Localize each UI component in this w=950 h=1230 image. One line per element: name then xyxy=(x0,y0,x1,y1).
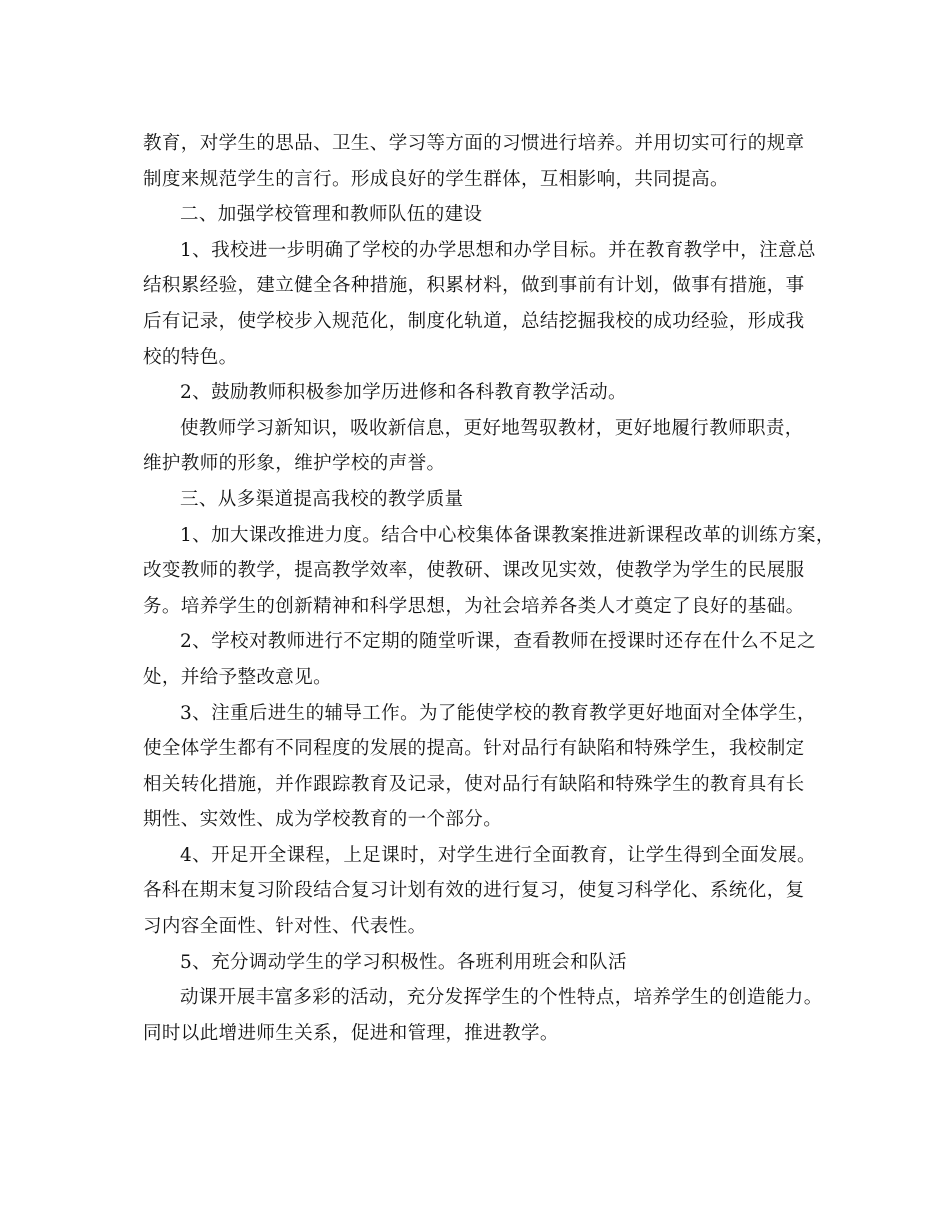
text-line: 5、充分调动学生的学习积极性。各班利用班会和队活 xyxy=(180,951,627,973)
text-line: 1、加大课改推进力度。结合中心校集体备课教案推进新课程改革的训练方案， xyxy=(180,524,835,546)
text-line: 处，并给予整改意见。 xyxy=(143,666,333,688)
text-line: 务。培养学生的创新精神和科学思想，为社会培养各类人才奠定了良好的基础。 xyxy=(143,595,805,617)
text-line: 结积累经验，建立健全各种措施，积累材料，做到事前有计划，做事有措施，事 xyxy=(143,275,805,297)
text-line: 期性、实效性、成为学校教育的一个部分。 xyxy=(143,809,503,831)
text-line: 2、学校对教师进行不定期的随堂听课，查看教师在授课时还存在什么不足之 xyxy=(180,631,816,653)
section-heading: 三、从多渠道提高我校的教学质量 xyxy=(180,488,464,510)
text-line: 习内容全面性、针对性、代表性。 xyxy=(143,916,427,938)
text-line: 维护教师的形象，维护学校的声誉。 xyxy=(143,453,446,475)
text-line: 各科在期末复习阶段结合复习计划有效的进行复习，使复习科学化、系统化，复 xyxy=(143,880,805,902)
text-line: 教育，对学生的思品、卫生、学习等方面的习惯进行培养。并用切实可行的规章 xyxy=(143,133,805,154)
text-line: 使教师学习新知识，吸收新信息，更好地驾驭教材，更好地履行教师职责， xyxy=(180,417,804,439)
document-body xyxy=(143,126,835,1051)
text-line: 4、开足开全课程，上足课时，对学生进行全面教育，让学生得到全面发展。 xyxy=(180,844,816,866)
section-heading: 二、加强学校管理和教师队伍的建设 xyxy=(180,204,483,226)
text-line: 校的特色。 xyxy=(143,346,238,368)
text-line: 制度来规范学生的言行。形成良好的学生群体，互相影响，共同提高。 xyxy=(143,168,729,190)
text-line: 使全体学生都有不同程度的发展的提高。针对品行有缺陷和特殊学生，我校制定 xyxy=(143,738,805,760)
text-line: 2、鼓励教师积极参加学历进修和各科教育教学活动。 xyxy=(180,382,627,404)
text-line: 改变教师的教学，提高教学效率，使教研、课改见实效，使教学为学生的民展服 xyxy=(143,560,805,582)
text-line: 相关转化措施，并作跟踪教育及记录，使对品行有缺陷和特殊学生的教育具有长 xyxy=(143,773,805,795)
text-line: 1、我校进一步明确了学校的办学思想和办学目标。并在教育教学中，注意总 xyxy=(180,239,816,261)
text-line: 3、注重后进生的辅导工作。为了能使学校的教育教学更好地面对全体学生， xyxy=(180,702,816,724)
text-line: 动课开展丰富多彩的活动，充分发挥学生的个性特点，培养学生的创造能力。 xyxy=(180,987,823,1009)
text-line: 后有记录，使学校步入规范化，制度化轨道，总结挖掘我校的成功经验，形成我 xyxy=(143,310,805,332)
text-line: 同时以此增进师生关系，促进和管理，推进教学。 xyxy=(143,1022,559,1044)
